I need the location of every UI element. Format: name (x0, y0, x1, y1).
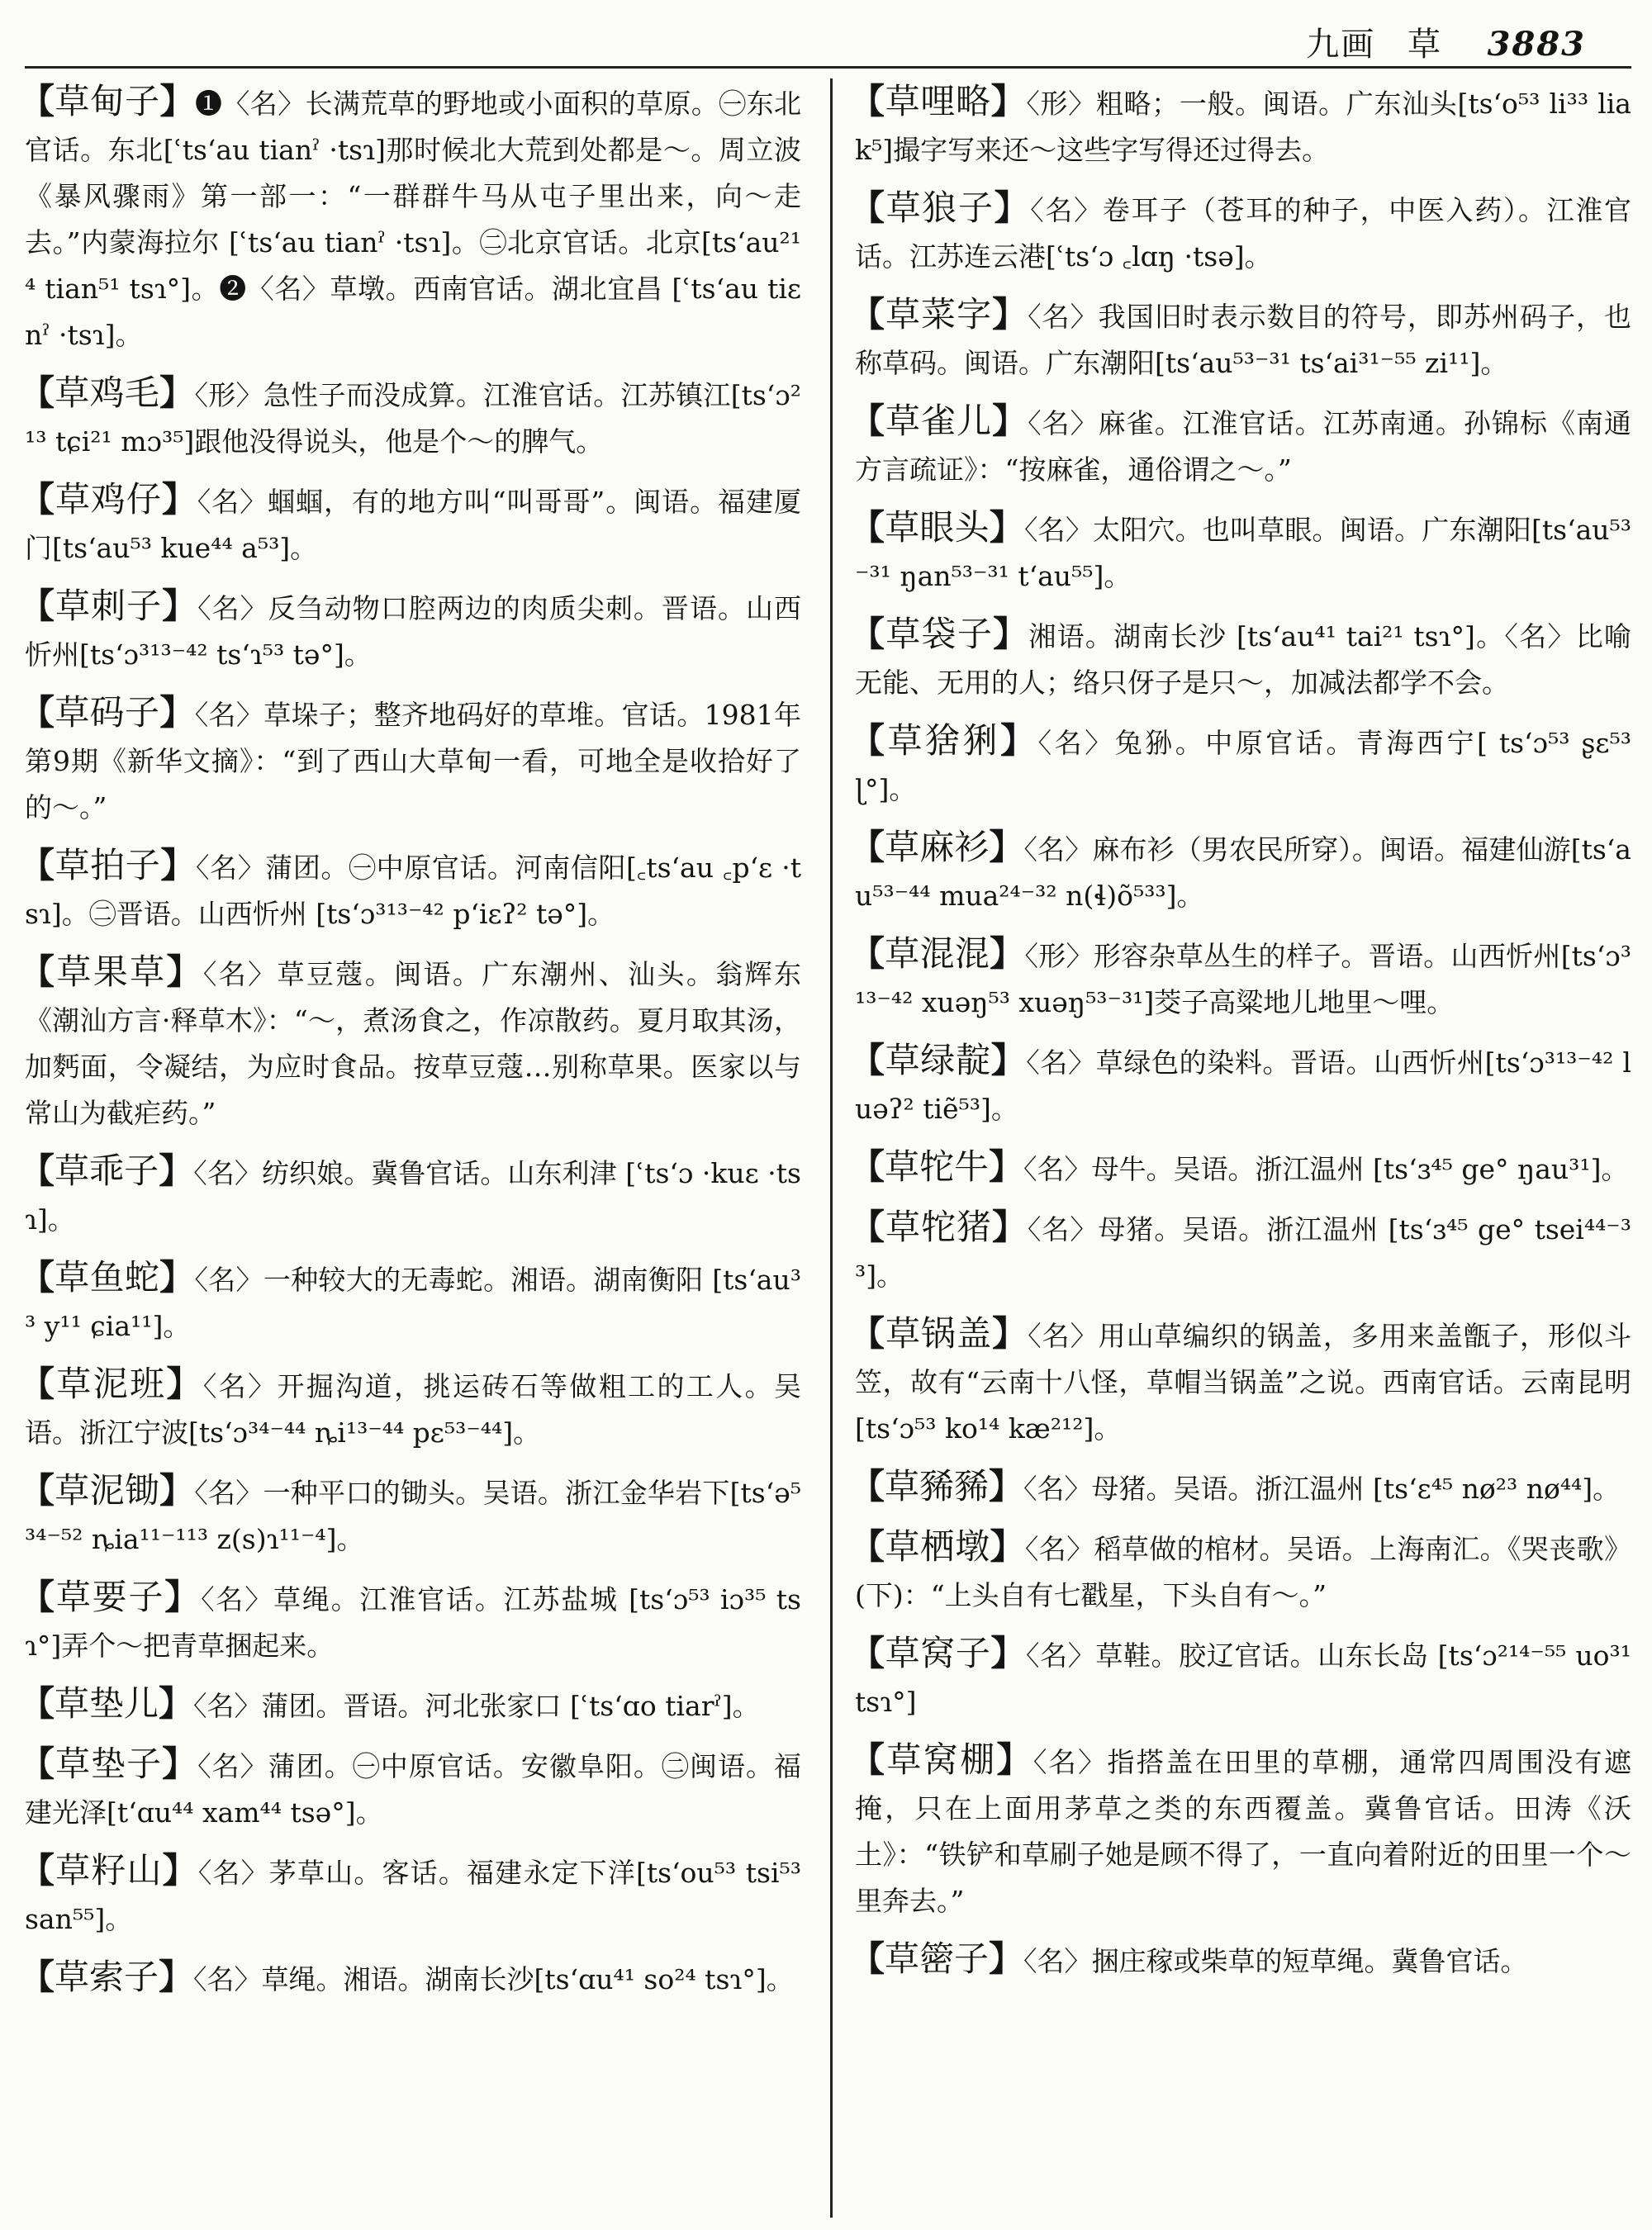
dictionary-entry (850, 1204, 1631, 1299)
entry-definition: 〈名〉草绿色的染料。晋语。山西忻州[tsʻɔ³¹³⁻⁴² luəʔ² tiẽ⁵³]。 (855, 1046, 1631, 1125)
entry-definition: 〈名〉母猪。吴语。浙江温州 [tsʻɜ⁴⁵ ge° tsei⁴⁴⁻³³]。 (855, 1213, 1631, 1292)
entry-definition: 〈名〉草垛子；整齐地码好的草堆。官话。1981年第9期《新华文摘》：“到了西山大草甸一看，可地全是收拾好了的～。” (25, 699, 801, 823)
entry-definition: 〈名〉草鞋。胶辽官话。山东长岛 [tsʻɔ²¹⁴⁻⁵⁵ uo³¹ tsɿ°] (855, 1639, 1631, 1718)
head-char: 草 (1407, 26, 1442, 64)
entry-headword: 【草籽山】 (20, 1850, 198, 1891)
entry-headword: 【草甸子】 (20, 81, 195, 121)
entry-definition: 〈名〉茅草山。客话。福建永定下洋[tsʻou⁵³ tsi⁵³ san⁵⁵]。 (25, 1857, 801, 1935)
dictionary-entry (20, 949, 801, 1136)
entry-headword: 【草袋子】 (850, 614, 1029, 654)
dictionary-entry (850, 1144, 1631, 1193)
column-divider (830, 78, 833, 2218)
dictionary-entry (850, 292, 1631, 387)
left-column (20, 78, 801, 2226)
entry-headword: 【草眼头】 (850, 507, 1024, 548)
dictionary-entry (20, 690, 801, 831)
entry-definition: 〈名〉我国旧时表示数目的符号，即苏州码子，也称草码。闽语。广东潮阳[tsʻau⁵³⁻³¹ tsʻai³¹⁻⁵⁵ zi¹¹]。 (855, 301, 1631, 379)
entry-headword: 【草泥锄】 (20, 1470, 195, 1511)
entry-headword: 【草㸰猪】 (850, 1207, 1028, 1247)
entry-definition: 〈名〉一种较大的无毒蛇。湘语。湖南衡阳 [tsʻau³³ y¹¹ ɕia¹¹]。 (25, 1264, 801, 1342)
dictionary-entry (20, 1848, 801, 1943)
entry-headword: 【草混混】 (850, 933, 1025, 974)
entry-definition: 〈名〉草绳。湘语。湖南长沙[tsʻɑu⁴¹ so²⁴ tsɿ°]。 (193, 1963, 794, 1995)
dictionary-entry (20, 1255, 801, 1350)
dictionary-entry (20, 1741, 801, 1836)
entry-headword: 【草麻衫】 (850, 827, 1024, 867)
entry-definition: 〈形〉形容杂草丛生的样子。晋语。山西忻州[tsʻɔ³¹³⁻⁴² xuəŋ⁵³ xuəŋ⁵³⁻³¹]茭子高粱地儿地里～哩。 (855, 940, 1631, 1018)
entry-headword: 【草泥班】 (20, 1364, 203, 1404)
entry-definition: 〈名〉稻草做的棺材。吴语。上海南汇。《哭丧歌》(下)：“上头自有七戳星，下头自有～。” (855, 1533, 1631, 1611)
entry-definition: 〈名〉用山草编织的锅盖，多用来盖甑子，形似斗笠，故有“云南十八怪，草帽当锅盖”之说。西南官话。云南昆明 [tsʻɔ⁵³ ko¹⁴ kæ²¹²]。 (855, 1320, 1631, 1445)
dictionary-entry (850, 505, 1631, 600)
entry-headword: 【草鱼蛇】 (20, 1257, 195, 1298)
dictionary-entry (20, 78, 801, 358)
entry-headword: 【草栖墩】 (850, 1526, 1025, 1567)
section-label: 九画 (1306, 26, 1376, 64)
entry-definition: 〈名〉指搭盖在田里的草棚，通常四周围没有遮掩，只在上面用茅草之类的东西覆盖。冀鲁官话。田涛《沃土》：“铁铲和草刷子她是顾不得了，一直向着附近的田里一个～里奔去。” (855, 1746, 1631, 1917)
entry-definition: 〈名〉母牛。吴语。浙江温州 [tsʻɜ⁴⁵ ge° ŋau³¹]。 (1023, 1153, 1629, 1185)
dictionary-entry (850, 718, 1631, 813)
dictionary-entry (850, 1630, 1631, 1725)
dictionary-entry (850, 1936, 1631, 1985)
entry-headword: 【草绿靛】 (850, 1040, 1027, 1080)
entry-headword: 【草窝子】 (850, 1633, 1027, 1673)
dictionary-entry (850, 1524, 1631, 1619)
dictionary-entry (850, 78, 1631, 173)
right-column (850, 78, 1631, 2226)
entry-headword: 【草雀儿】 (850, 401, 1028, 441)
entry-definition: 〈名〉麻布衫（男农民所穿）。闽语。福建仙游[tsʻau⁵³⁻⁴⁴ mua²⁴⁻³² n(ɬ)õ⁵³³]。 (855, 833, 1631, 912)
entry-headword: 【草刺子】 (20, 586, 198, 626)
entry-definition: 〈名〉开掘沟道，挑运砖石等做粗工的工人。吴语。浙江宁波[tsʻɔ³⁴⁻⁴⁴ ȵi¹³⁻⁴⁴ pɛ⁵³⁻⁴⁴]。 (25, 1370, 801, 1449)
entry-definition: 湘语。湖南长沙 [tsʻau⁴¹ tai²¹ tsɿ°]。〈名〉比喻无能、无用的人；络只伢子是只～，加减法都学不会。 (855, 620, 1631, 699)
dictionary-entry (850, 1464, 1631, 1512)
dictionary-entry (20, 842, 801, 937)
entry-definition: 〈形〉急性子而没成算。江淮官话。江苏镇江[tsʻɔ²¹³ tɕi²¹ mɔ³⁵]跟他没得说头，他是个～的脾气。 (25, 379, 801, 458)
dictionary-entry (20, 1468, 801, 1563)
entry-headword: 【草拍子】 (20, 845, 197, 885)
entry-headword: 【草狼子】 (850, 187, 1031, 228)
dictionary-entry (850, 1737, 1631, 1924)
dictionary-entry (850, 1311, 1631, 1452)
entry-headword: 【草果草】 (20, 951, 203, 992)
entry-headword: 【草锅盖】 (850, 1313, 1028, 1354)
entry-definition: 〈名〉太阳穴。也叫草眼。闽语。广东潮阳[tsʻau⁵³⁻³¹ ŋan⁵³⁻³¹ tʻau⁵⁵]。 (855, 514, 1631, 592)
entry-headword: 【草垫儿】 (20, 1683, 194, 1724)
dictionary-entry (20, 1954, 801, 2003)
dictionary-entry (20, 1574, 801, 1669)
dictionary-entry (20, 1148, 801, 1243)
dictionary-entry (850, 824, 1631, 919)
entry-definition: 〈名〉纺织娘。冀鲁官话。山东利津 [ʿtsʻɔ ·kuɛ ·tsɿ]。 (25, 1157, 801, 1236)
entry-definition: 〈名〉兔狲。中原官话。青海西宁[ tsʻɔ⁵³ ʂɛ⁵³ ɭ°]。 (855, 727, 1631, 805)
entry-definition: 〈名〉草豆蔻。闽语。广东潮州、汕头。翁辉东《潮汕方言·释草木》：“～，煮汤食之，作凉散药。夏月取其汤，加麫面，令凝结，为应时食品。按草豆蔻…别称草果。医家以与常山为截疟药。” (25, 958, 801, 1129)
page-number: 3883 (1487, 25, 1586, 64)
entry-definition: 〈名〉母猪。吴语。浙江温州 [tsʻɛ⁴⁵ nø²³ nø⁴⁴]。 (1023, 1473, 1621, 1505)
entry-definition: 〈名〉反刍动物口腔两边的肉质尖刺。晋语。山西忻州[tsʻɔ³¹³⁻⁴² tsʻɿ⁵³ tə°]。 (25, 592, 801, 671)
entry-headword: 【草乖子】 (20, 1151, 194, 1191)
dictionary-entry (20, 1681, 801, 1729)
entry-headword: 【草窝棚】 (850, 1739, 1033, 1780)
entry-definition: 〈形〉粗略；一般。闽语。广东汕头[tsʻo⁵³ li³³ liak⁵]撮字写来还～这些字写得还过得去。 (855, 88, 1631, 166)
running-head (1306, 18, 1586, 65)
entry-headword: 【草菜字】 (850, 294, 1028, 334)
entry-headword: 【草䈼子】 (850, 1938, 1024, 1979)
entry-headword: 【草鸡仔】 (20, 479, 197, 520)
entry-definition: 〈名〉草绳。江淮官话。江苏盐城 [tsʻɔ⁵³ iɔ³⁵ tsɿ°]弄个～把青草捆起来。 (25, 1583, 801, 1662)
entry-headword: 【草猞猁】 (850, 720, 1038, 761)
dictionary-entry (850, 1037, 1631, 1132)
entry-headword: 【草索子】 (20, 1957, 194, 1997)
entry-definition: 〈名〉蒲团。㊀中原官话。河南信阳[꜀tsʻau ꜀pʻɛ ·tsɿ]。㊁晋语。山西忻州 [tsʻɔ³¹³⁻⁴² pʻiɛʔ² tə°]。 (25, 852, 801, 930)
entry-headword: 【草码子】 (20, 692, 195, 733)
entry-headword: 【草要子】 (20, 1577, 202, 1617)
page-header (0, 0, 1652, 74)
entry-definition: 〈名〉蒲团。㊀中原官话。安徽阜阳。㊁闽语。福建光泽[tʻɑu⁴⁴ xam⁴⁴ tsə°]。 (25, 1750, 801, 1829)
header-rule (25, 66, 1631, 69)
dictionary-entry (850, 931, 1631, 1026)
entry-definition: 〈名〉麻雀。江淮官话。江苏南通。孙锦标《南通方言疏证》：“按麻雀，通俗谓之～。” (855, 407, 1631, 486)
entry-headword: 【草豨豨】 (850, 1466, 1024, 1506)
entry-definition: 〈名〉蒲团。晋语。河北张家口 [ʿtsʻɑo tiarˀ]。 (193, 1690, 760, 1722)
entry-definition: 〈名〉一种平口的锄头。吴语。浙江金华岩下[tsʻə⁵³⁴⁻⁵² ȵia¹¹⁻¹¹³ z(s)ɿ¹¹⁻⁴]。 (25, 1477, 801, 1555)
entry-headword: 【草㸰牛】 (850, 1146, 1024, 1187)
dictionary-entry (20, 1361, 801, 1456)
dictionary-entry (850, 185, 1631, 280)
entry-definition: 〈名〉捆庄稼或柴草的短草绳。冀鲁官话。 (1023, 1945, 1528, 1977)
entry-headword: 【草鸡毛】 (20, 372, 195, 413)
dictionary-entry (20, 370, 801, 465)
dictionary-entry (20, 583, 801, 678)
entry-headword: 【草垫子】 (20, 1744, 198, 1784)
entry-definition: ❶〈名〉长满荒草的野地或小面积的草原。㊀东北官话。东北[ʿtsʻau tianˀ ·tsɿ]那时候北大荒到处都是～。周立波《暴风骤雨》第一部一：“一群群牛马从屯子里出来，向～走去。”内蒙海拉尔 [ʿtsʻau tianˀ ·tsɿ]。㊁北京官话。北京[tsʻau²¹⁴ tian⁵¹ tsɿ°]。❷〈名〉草墩。西南官话。湖北宜昌 [ʿtsʻau tiɛnˀ ·tsɿ]。 (25, 88, 801, 351)
entry-definition: 〈名〉蝈蝈，有的地方叫“叫哥哥”。闽语。福建厦门[tsʻau⁵³ kue⁴⁴ a⁵³]。 (25, 486, 801, 564)
dictionary-entry (20, 477, 801, 572)
entry-headword: 【草哩略】 (850, 81, 1027, 121)
entry-definition: 〈名〉卷耳子（苍耳的种子，中医入药）。江淮官话。江苏连云港[ʿtsʻɔ ꜀lɑŋ ·tsə]。 (855, 194, 1631, 273)
dictionary-entry (850, 398, 1631, 493)
dictionary-entry (850, 611, 1631, 706)
